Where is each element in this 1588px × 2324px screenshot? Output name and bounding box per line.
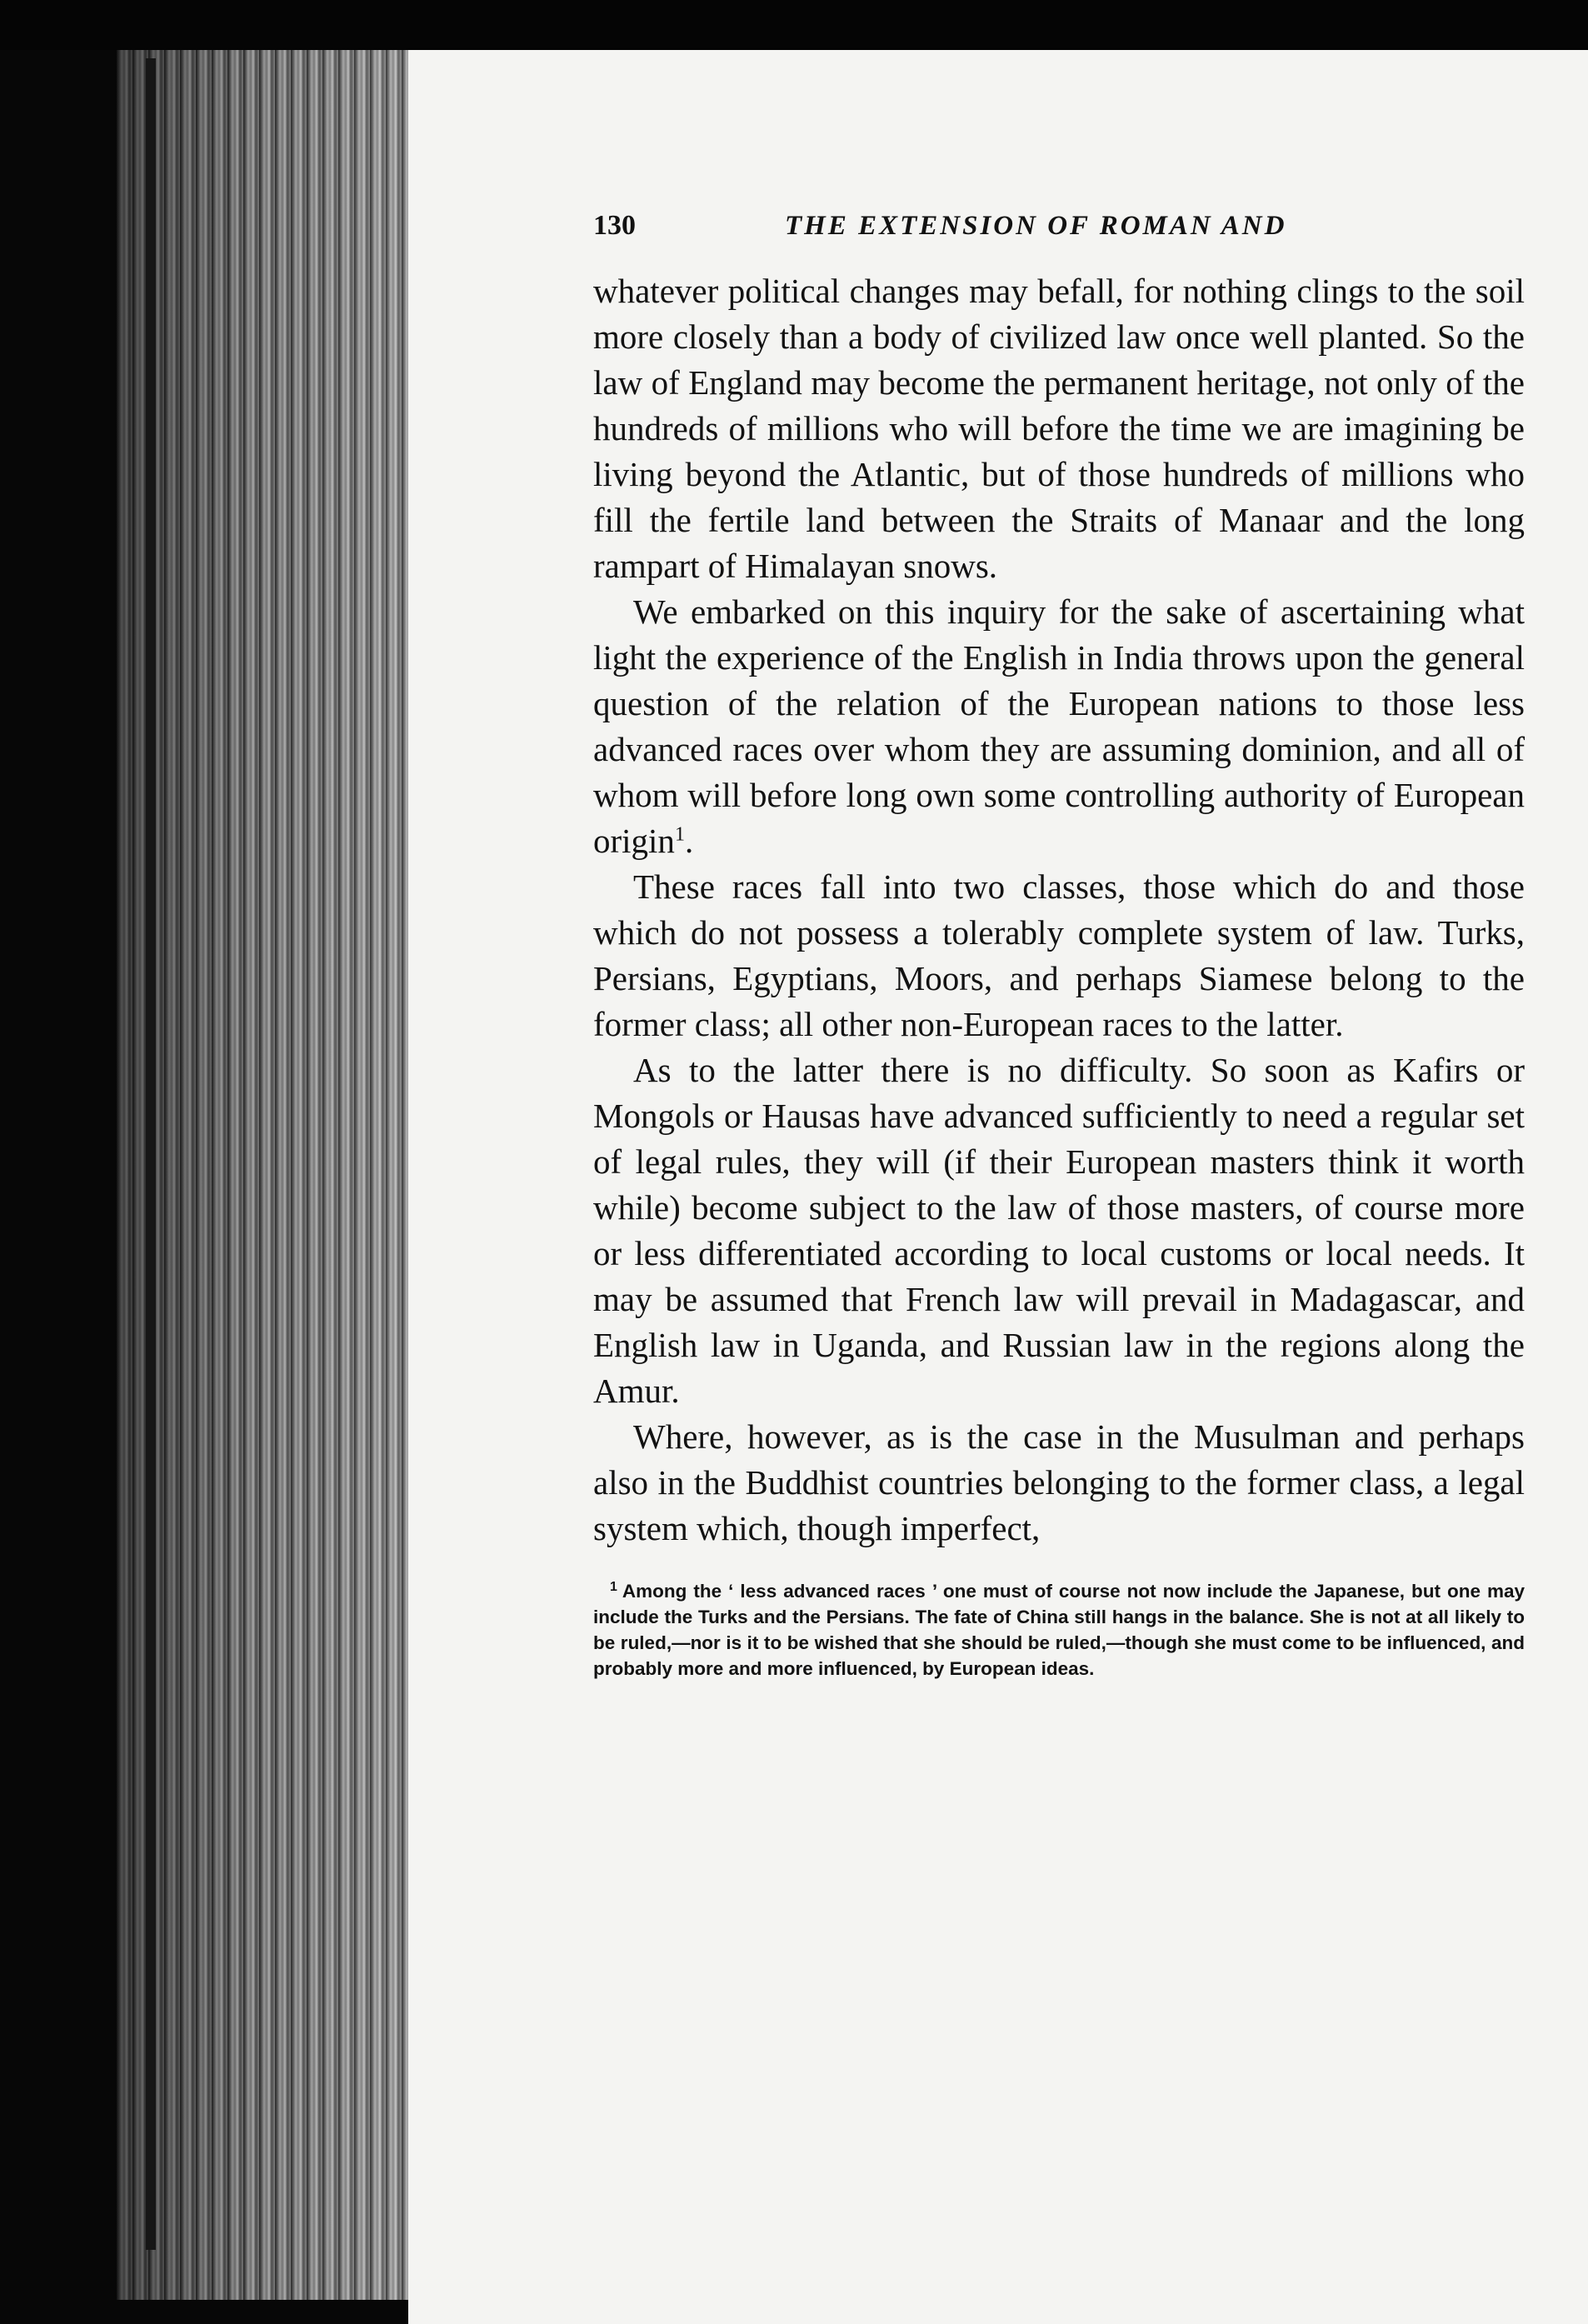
paragraph-text: Where, however, as is the case in the Musulman and perhaps also in the Buddhist countries belonging to the former class, a legal system which, though imperfect, <box>593 1417 1525 1547</box>
scan-border <box>0 0 1588 50</box>
paragraph <box>593 1414 1525 1552</box>
book-page <box>408 50 1588 2324</box>
body-text <box>593 268 1525 1552</box>
paragraph <box>593 864 1525 1047</box>
running-head <box>593 210 1525 268</box>
paragraph-text: We embarked on this inquiry for the sake of ascertaining what light the experience of the English in India throws upon the general question of the relation of the European nations to those less advanced races over whom they are assuming dominion, and all of whom will before long own some controlling authority of European origin <box>593 592 1525 860</box>
page-number: 130 <box>593 210 636 241</box>
paragraph <box>593 589 1525 864</box>
paragraph <box>593 1047 1525 1414</box>
paragraph <box>593 268 1525 589</box>
footnote-text: Among the ‘ less advanced races ’ one must of course not now include the Japanese, but one may include the Turks and the Persians. The fate of China still hangs in the balance. She is not at all likely to be ruled,—nor is it to be wished that she should be ruled,—though she must come to be influenced, and probably more and more influenced, by European ideas. <box>593 1581 1525 1679</box>
page-edges-shadow <box>117 50 408 2300</box>
footnote-mark: 1 <box>610 1579 617 1594</box>
paragraph-text: These races fall into two classes, those which do and those which do not possess a tolerably complete system of law. Turks, Persians, Egyptians, Moors, and perhaps Siamese belong to the former class; all other non-European races to the latter. <box>593 867 1525 1043</box>
paragraph-text: As to the latter there is no difficulty. So soon as Kafirs or Mongols or Hausas have advanced sufficiently to need a regular set of legal rules, they will (if their European masters think it worth while) become subject to the law of those masters, of course more or less differentiated according to local customs or local needs. It may be assumed that French law will prevail in Madagascar, and English law in Uganda, and Russian law in the regions along the Amur. <box>593 1051 1525 1410</box>
running-head-title: THE EXTENSION OF ROMAN AND <box>785 211 1287 241</box>
book-binding <box>146 58 156 2250</box>
page-content <box>593 210 1525 1682</box>
footnote-reference: 1 <box>674 823 685 846</box>
paragraph-tail: . <box>684 822 694 860</box>
footnote <box>593 1578 1525 1682</box>
paragraph-text: whatever political changes may befall, for nothing clings to the soil more closely than a body of civilized law once well planted. So the law of England may become the permanent heritage, not only of the hundreds of millions who will before the time we are imagining be living beyond the Atlantic, but of those hundreds of millions who fill the fertile land between the Straits of Manaar and the long rampart of Himalayan snows. <box>593 272 1525 585</box>
